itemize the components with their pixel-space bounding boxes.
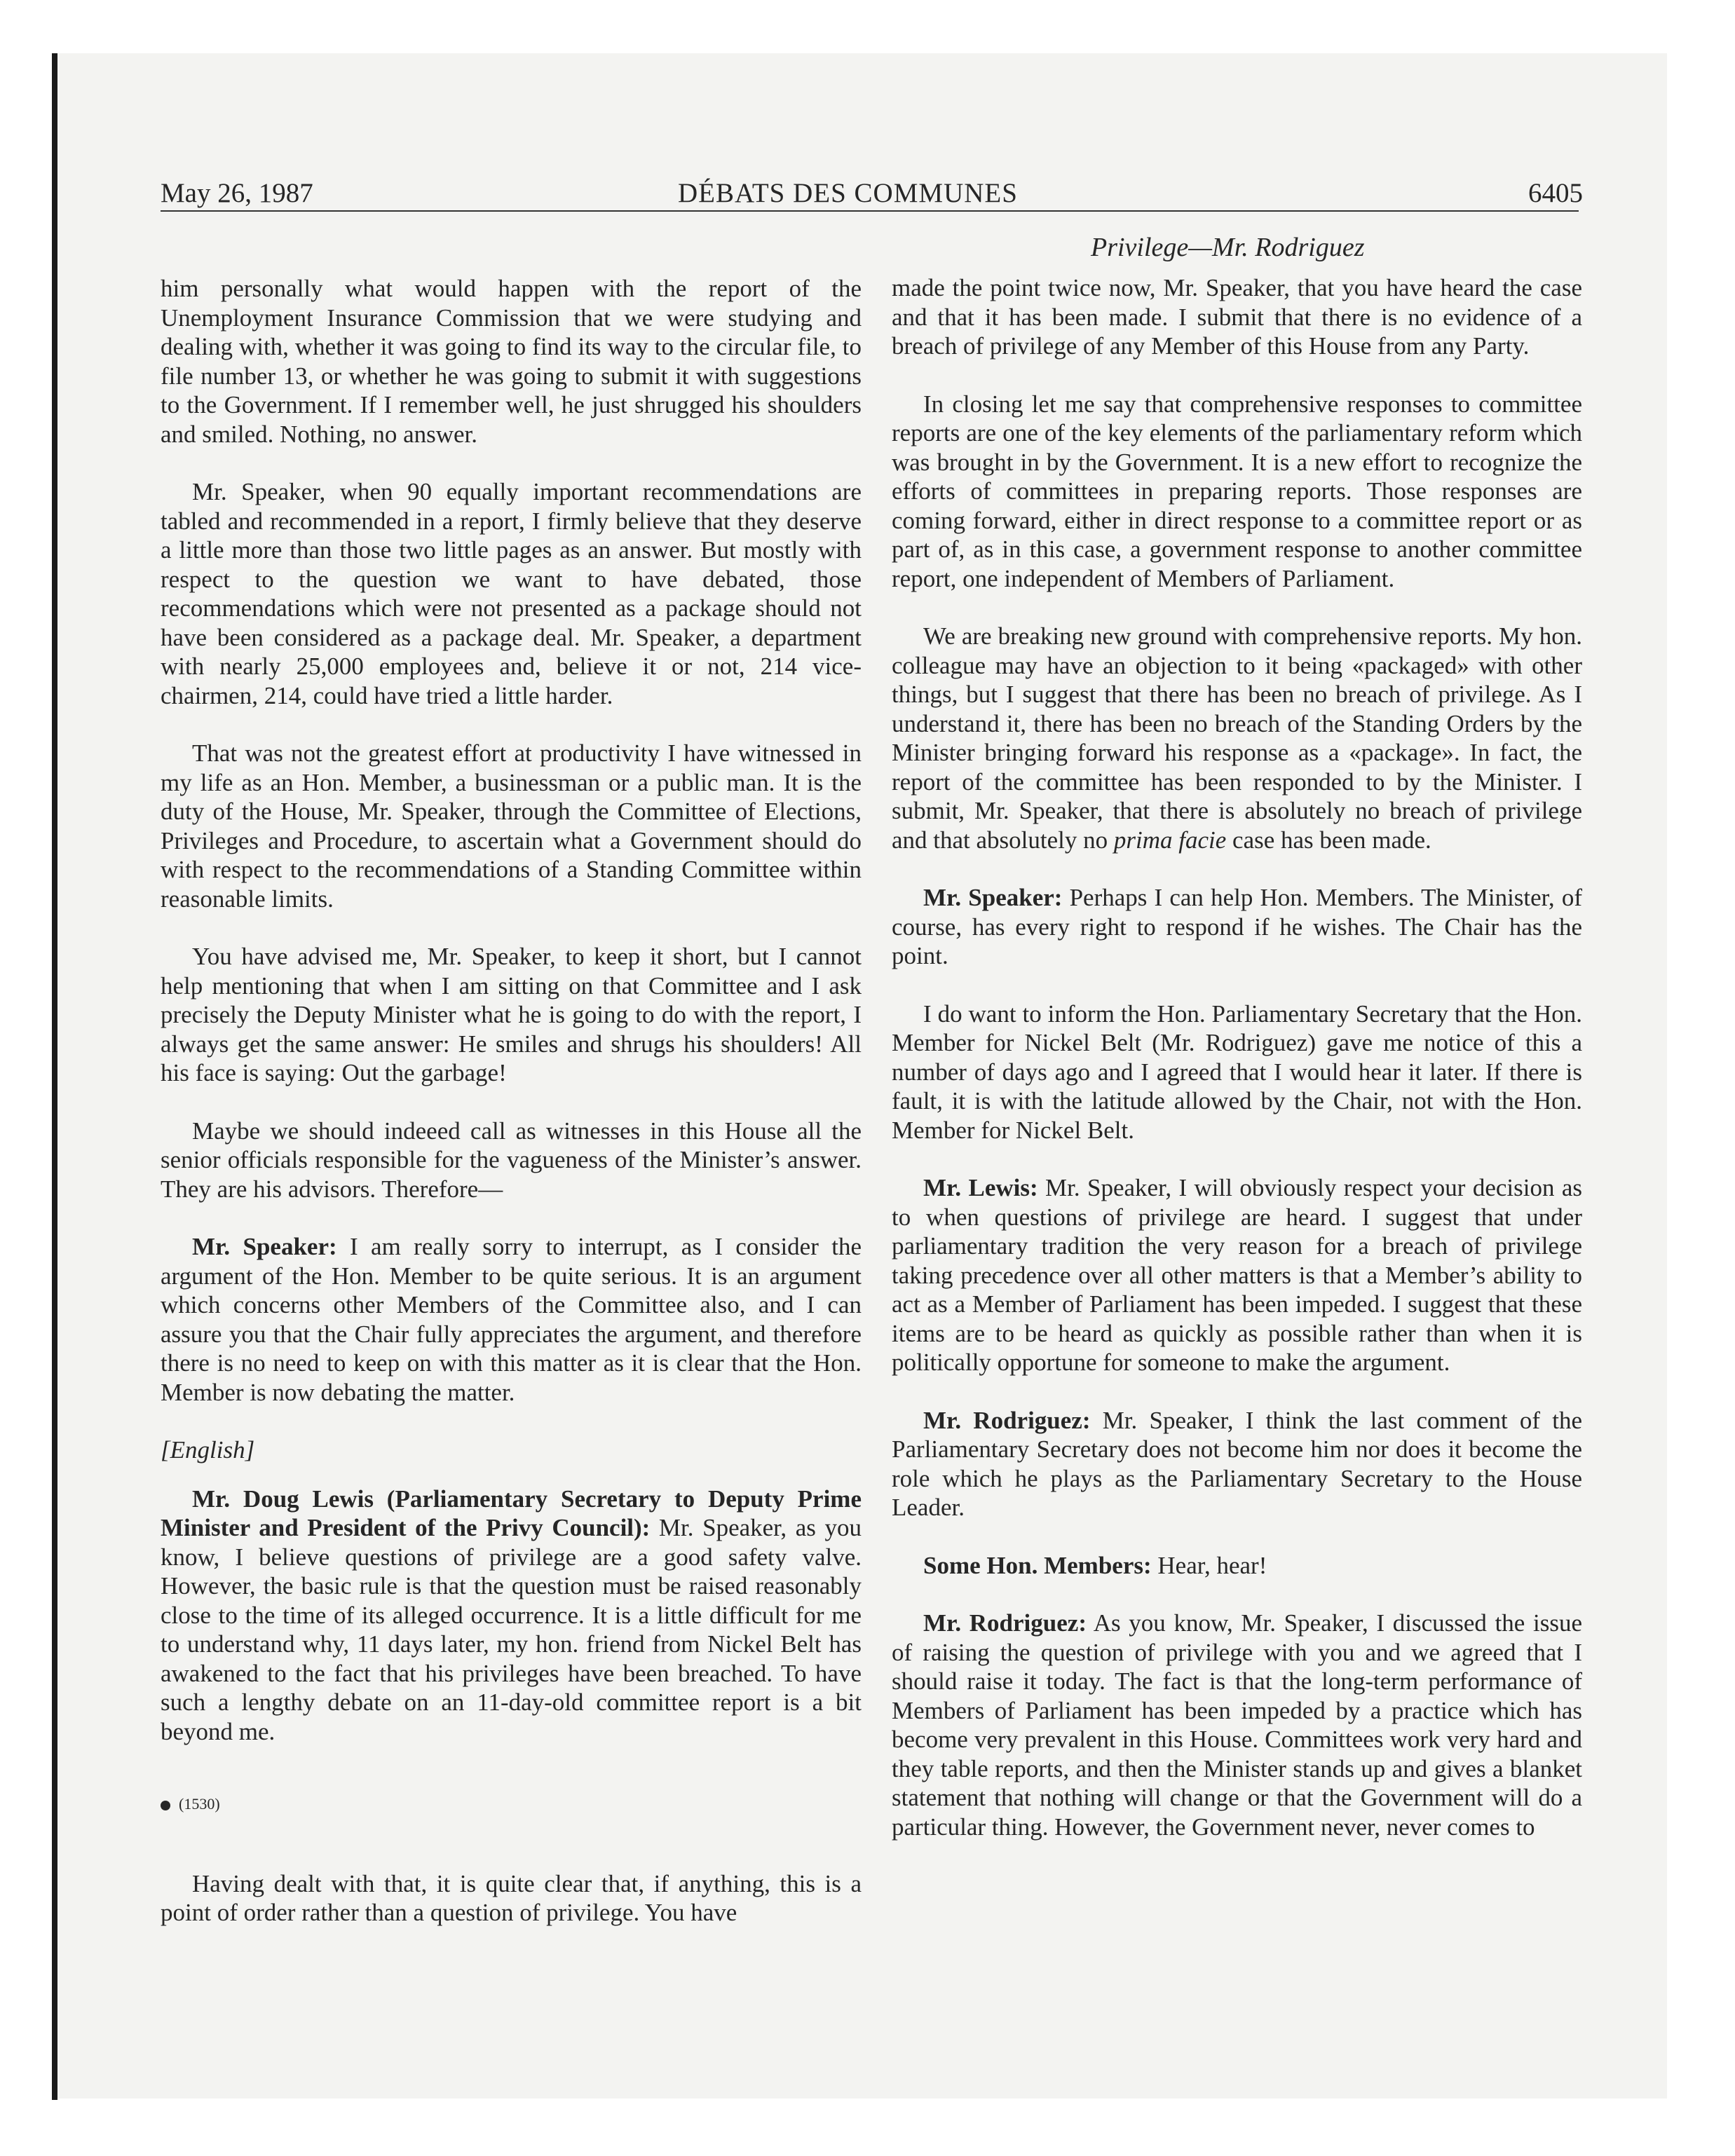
binding-edge xyxy=(52,53,57,2100)
paragraph-text: We are breaking new ground with comprehensive reports. My hon. colleague may have an objection to it being «packaged» with other things, but I suggest that there has been no breach of privilege. As I understand it, there has been no breach of the Standing Orders by the Minister bringing forward his response as a «package». In fact, the report of the committee has been responded to by the Minister. I submit, Mr. Speaker, that there is absolutely no breach of privilege and that absolutely no xyxy=(892,622,1582,854)
speech-text: Hear, hear! xyxy=(1151,1551,1267,1579)
paragraph: In closing let me say that comprehensive responses to committee reports are one of the key elements of the parliamentary reform which was brought in by the Government. It is a new effort to recognize the efforts of committees in preparing reports. Those responses are coming forward, either in direct response to a committee report or as part of, as in this case, a government response to another committee report, one independent of Members of Parliament. xyxy=(892,390,1582,592)
paragraph: You have advised me, Mr. Speaker, to keep it short, but I cannot help mentioning that when I am sitting on that Committee and I ask precisely the Deputy Minister what he is going to do with the report, I always get the same answer: He smiles and shrugs his shoulders! All his face is saying: Out the garbage! xyxy=(161,943,862,1086)
speaker-name: Mr. Lewis: xyxy=(923,1174,1038,1201)
paragraph: That was not the greatest effort at productivity I have witnessed in my life as an Hon. Member, a businessman or a public man. It is the duty of the House, Mr. Speaker, through the Committee of Elections, Privileges and Procedure, to ascertain what a Government should do with respect to the recommendations of a Standing Committee within reasonable limits. xyxy=(161,739,862,913)
speaker-name: Mr. Rodriguez: xyxy=(923,1609,1087,1637)
left-column xyxy=(161,274,862,1956)
language-tag-text: [English] xyxy=(161,1436,255,1464)
speech-paragraph xyxy=(892,883,1582,971)
time-marker-text: (1530) xyxy=(179,1795,220,1813)
speech-paragraph xyxy=(892,1551,1582,1581)
running-head: Privilege—Mr. Rodriguez xyxy=(1091,233,1365,262)
speech-paragraph xyxy=(161,1485,862,1747)
paragraph: him personally what would happen with the report of the Unemployment Insurance Commission that we were studying and dealing with, whether it was going to find its way to the circular file, to file number 13, or whether he was going to submit it with suggestions to the Government. If I remember well, he just shrugged his shoulders and smiled. Nothing, no answer. xyxy=(161,275,862,448)
paragraph: Maybe we should indeeed call as witnesses in this House all the senior officials responsible for the vagueness of the Minister’s answer. They are his advisors. Therefore— xyxy=(161,1117,862,1203)
right-column xyxy=(892,273,1582,1870)
speech-paragraph xyxy=(892,1406,1582,1522)
speech-paragraph xyxy=(161,1232,862,1407)
speaker-name: Mr. Doug Lewis (Parliamentary Secretary to Deputy Prime Minister and President of the Privy Council): xyxy=(161,1485,862,1541)
bullet-icon xyxy=(161,1801,170,1810)
speaker-name: Mr. Speaker: xyxy=(923,884,1063,911)
latin-phrase: prima facie xyxy=(1113,826,1227,854)
page-number: 6405 xyxy=(1528,178,1583,208)
paragraph: Having dealt with that, it is quite clear that, if anything, this is a point of order rather than a question of privilege. You have xyxy=(161,1869,862,1926)
header-rule xyxy=(161,210,1579,212)
paragraph-text-end: case has been made. xyxy=(1226,826,1431,854)
speech-paragraph xyxy=(892,1609,1582,1841)
speech-text: Mr. Speaker, I think the last comment of the Parliamentary Secretary does not become him nor does it become the role which he plays as the Parliamentary Secretary to the House Leader. xyxy=(892,1406,1583,1521)
header-title: DÉBATS DES COMMUNES xyxy=(678,178,1018,208)
time-marker xyxy=(161,1789,862,1819)
speech-text: Mr. Speaker, as you know, I believe questions of privilege are a good safety valve. However, the basic rule is that the question must be raised reasonably close to the time of its alleged occurrence. It is a little difficult for me to understand why, 11 days later, my hon. friend from Nickel Belt has awakened to the fact that his privileges have been breached. To have such a lengthy debate on an 11-day-old committee report is a bit beyond me. xyxy=(161,1514,862,1745)
speech-text: I am really sorry to interrupt, as I consider the argument of the Hon. Member to be quite serious. It is an argument which concerns other Members of the Committee also, and I can assure you that the Chair fully appreciates the argument, and therefore there is no need to keep on with this matter as it is clear that the Hon. Member is now debating the matter. xyxy=(161,1233,862,1406)
speaker-name: Some Hon. Members: xyxy=(923,1551,1152,1579)
header-date: May 26, 1987 xyxy=(161,178,313,208)
paragraph: I do want to inform the Hon. Parliamentary Secretary that the Hon. Member for Nickel Belt (Mr. Rodriguez) gave me notice of this a number of days ago and I agreed that I would hear it later. If there is fault, it is with the latitude allowed by the Chair, not with the Hon. Member for Nickel Belt. xyxy=(892,999,1582,1144)
paragraph: made the point twice now, Mr. Speaker, that you have heard the case and that it has been made. I submit that there is no evidence of a breach of privilege of any Member of this House from any Party. xyxy=(892,274,1582,360)
speech-paragraph xyxy=(892,1173,1582,1377)
speech-text: Perhaps I can help Hon. Members. The Minister, of course, has every right to respond if he wishes. The Chair has the point. xyxy=(892,884,1582,969)
language-tag xyxy=(161,1435,862,1465)
paragraph xyxy=(892,622,1582,854)
speech-text: As you know, Mr. Speaker, I discussed the issue of raising the question of privilege with you and we agreed that I should raise it today. The fact is that the long-term performance of Members of Parliament has been impeded by a practice which has become very prevalent in this House. Committees work very hard and they table reports, and then the Minister stands up and gives a blanket statement that nothing will change or that the Government will do a particular thing. However, the Government never, never comes to xyxy=(892,1609,1583,1841)
speaker-name: Mr. Speaker: xyxy=(192,1233,337,1260)
speaker-name: Mr. Rodriguez: xyxy=(923,1406,1091,1434)
speech-text: Mr. Speaker, I will obviously respect your decision as to when questions of privilege are heard. I suggest that under parliamentary tradition the very reason for a breach of privilege taking precedence over all other matters is that a Member’s ability to act as a Member of Parliament has been impeded. I suggest that these items are to be heard as quickly as possible rather than when it is politically opportune for someone to make the argument. xyxy=(892,1174,1582,1376)
paragraph: Mr. Speaker, when 90 equally important recommendations are tabled and recommended in a report, I firmly believe that they deserve a little more than those two little pages as an answer. But mostly with respect to the question we want to have debated, those recommendations which were not presented as a package should not have been considered as a package deal. Mr. Speaker, a department with nearly 25,000 employees and, believe it or not, 214 vice-chairmen, 214, could have tried a little harder. xyxy=(161,478,862,709)
